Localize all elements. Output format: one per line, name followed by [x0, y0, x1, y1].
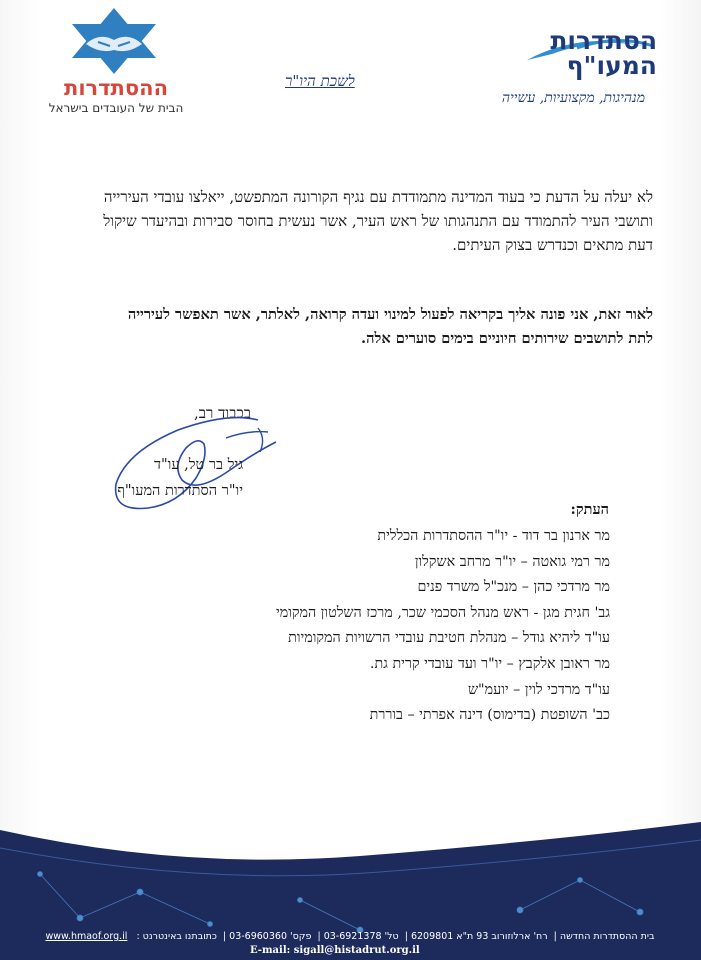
signer-title: יו"ר הסתדרות המעו"ף — [117, 483, 243, 499]
histadrut-logo — [36, 6, 196, 116]
footer-website-label: כתובתנו באינטרנט : — [136, 931, 217, 942]
paragraph-1-line: לא יעלה על הדעת כי בעוד המדינה מתמודדת עם נגיף הקורונה המתפשט, ייאלצו עובדי העירייה — [103, 188, 653, 206]
cc-recipient: גב' חגית מגן - ראש מנהל הסכמי שכר, מרכז השלטון המקומי — [276, 604, 610, 621]
paragraph-1 — [43, 185, 653, 257]
cc-recipient: מר רמי גואטה – יו"ר מרחב אשקלון — [414, 553, 610, 570]
hmaof-logo — [457, 20, 657, 115]
office-label: לשכת היו"ר — [285, 72, 355, 90]
footer-email-link[interactable]: E-mail: sigall@histadrut.org.il — [250, 945, 420, 956]
footer-fax: פקס' 03-6960360 — [229, 931, 312, 942]
footer-website-link[interactable]: www.hmaof.org.il — [45, 931, 128, 942]
paragraph-2 — [33, 303, 653, 351]
signer-block — [117, 452, 243, 504]
footer-org: בית ההסתדרות החדשה — [559, 931, 655, 942]
footer-phone: טל' 03-6921378 — [323, 931, 399, 942]
paragraph-2-line: לתת לתושבים שירותים חיוניים בימים סוערים אלה. — [361, 330, 653, 347]
cc-recipient: מר ראובן אלקבץ – יו"ר ועד עובדי קרית גת. — [369, 655, 610, 672]
cc-list — [276, 524, 610, 729]
salutation: בכבוד רב, — [194, 404, 251, 422]
cc-recipient: עו"ד מרדכי לוין – יועמ"ש — [467, 681, 610, 698]
footer-address: רח' ארלוזורוב 93 ת"א 6209801 — [410, 931, 548, 942]
histadrut-name: ההסתדרות — [63, 76, 168, 100]
histadrut-subtitle: הבית של העובדים בישראל — [48, 101, 184, 115]
cc-recipient: כב' השופטת (בדימוס) דינה אפרתי – בוררת — [369, 707, 610, 724]
cc-recipient: מר ארנון בר דוד - יו"ר ההסתדרות הכללית — [377, 528, 610, 544]
hmaof-name: הסתדרות המעו"ף — [550, 26, 657, 80]
signer-name: גיל בר טל, עו"ד — [153, 457, 243, 473]
paragraph-1-line: ותושבי העיר להתמודד עם התנהגותו של ראש העיר, אשר נעשית בחוסר סבירות ובהיעדר שיקול — [103, 212, 653, 230]
paragraph-1-line: דעת מתאים וכנדרש בצוק העיתים. — [452, 236, 653, 254]
hmaof-tagline: מנהיגות, מקצועיות, עשייה — [501, 90, 645, 106]
handshake-star-icon — [64, 6, 164, 76]
footer-band — [0, 800, 701, 960]
cc-recipient: עו"ד ליהיא גודל – מנהלת חטיבת עובדי הרשויות המקומיות — [288, 630, 610, 647]
cc-recipient: מר מרדכי כהן – מנכ"ל משרד פנים — [417, 579, 610, 596]
paragraph-2-line: לאור זאת, אני פונה אליך בקריאה לפעול למינוי ועדה קרואה, לאלתר, אשר תאפשר לעירייה — [127, 306, 653, 323]
cc-heading: העתק: — [570, 501, 609, 518]
footer-contact: בית ההסתדרות החדשה| רח' ארלוזורוב 93 ת"א 6209801| טל' 03-6921378| פקס' 03-6960360| כתובתנו באינטרנט : www.hmaof.org.il — [45, 931, 655, 942]
